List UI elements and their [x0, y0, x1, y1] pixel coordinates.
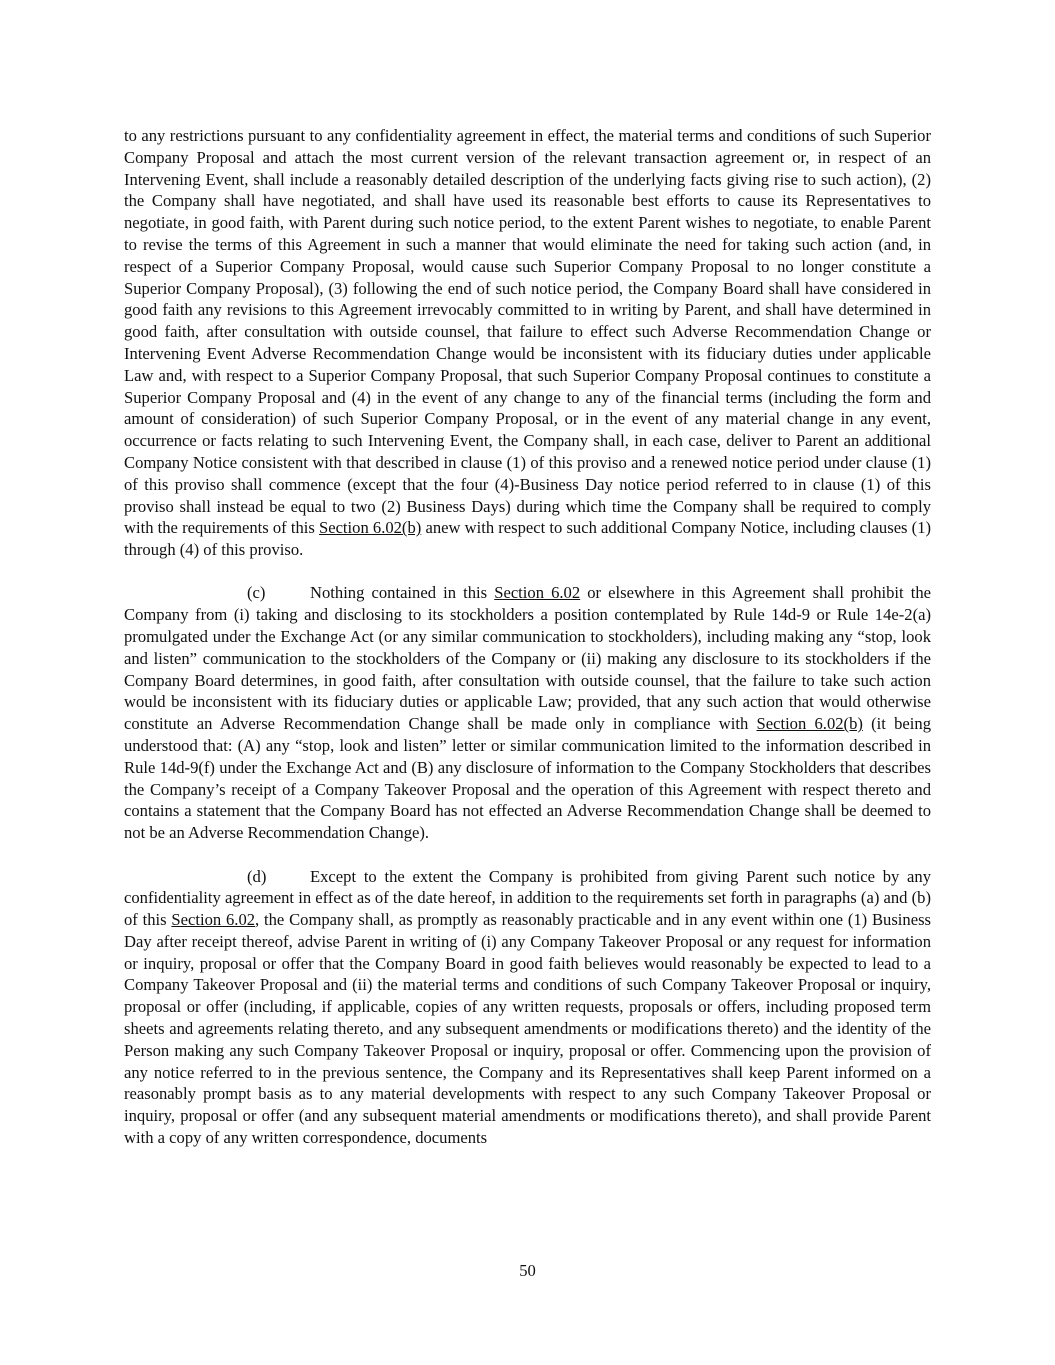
paragraph-text: Except to the extent the Company is prohibited from giving Parent such notice by any confidentiality agreement in effect as of the date hereof, in addition to the requirements set forth in paragraphs (a) and (b) of this — [124, 866, 931, 930]
paragraph-text: , the Company shall, as promptly as reasonably practicable and in any event within one (1) Business Day after receipt thereof, advise Parent in writing of (i) any Company Takeover Proposal or any request for information or inquiry, proposal or offer that the Company Board in good faith believes would reasonably be expected to lead to a Company Takeover Proposal and (ii) the material terms and conditions of such Company Takeover Proposal or inquiry, proposal or offer (including, if applicable, copies of any written requests, proposals or offers, including proposed term sheets and agreements relating thereto, and any subsequent amendments or modifications thereto) and the identity of the Person making any such Company Takeover Proposal or inquiry, proposal or offer. Commencing upon the provision of any notice referred to in the previous sentence, the Company and its Representatives shall keep Parent informed on a reasonably prompt basis as to any material developments with respect to any such Company Takeover Proposal or inquiry, proposal or offer (and any subsequent material amendments or modifications thereto), and shall provide Parent with a copy of any written correspondence, documents — [124, 910, 931, 1148]
section-reference: Section 6.02(b) — [756, 714, 863, 734]
paragraph-text: (it being understood that: (A) any “stop, look and listen” letter or similar communication limited to the information described in Rule 14d-9(f) under the Exchange Act and (B) any disclosure of information to the Company Stockholders that describes the Company’s receipt of a Company Takeover Proposal and the operation of this Agreement with respect thereto and contains a statement that the Company Board has not effected an Adverse Recommendation Change shall be deemed to not be an Adverse Recommendation Change). — [124, 714, 931, 843]
paragraph-label: (d) — [247, 866, 267, 886]
paragraph-text: or elsewhere in this Agreement shall prohibit the Company from (i) taking and disclosing to its stockholders a position contemplated by Rule 14d-9 or Rule 14e-2(a) promulgated under the Exchange Act (or any similar communication to stockholders), including making any “stop, look and listen” communication to the stockholders of the Company or (ii) making any disclosure to its stockholders if the Company Board determines, in good faith, after consultation with outside counsel, that the failure to take such action would be inconsistent with its fiduciary duties or applicable Law; provided, that any such action that would otherwise constitute an Adverse Recommendation Change shall be made only in compliance with — [124, 583, 931, 734]
section-reference: Section 6.02(b) — [318, 518, 422, 538]
paragraph-c — [124, 582, 931, 844]
paragraph-text: Nothing contained in this — [310, 583, 495, 603]
paragraph-label: (c) — [247, 583, 266, 603]
section-reference: Section 6.02 — [171, 910, 256, 930]
page-number: 50 — [519, 1261, 536, 1280]
paragraph-text: anew with respect to such additional Company Notice, including clauses (1) through (4) of this proviso. — [124, 518, 932, 560]
document-body — [124, 125, 931, 1170]
paragraph-d — [124, 866, 931, 1149]
paragraph-text: to any restrictions pursuant to any confidentiality agreement in effect, the material terms and conditions of such Superior Company Proposal and attach the most current version of the relevant transaction agreement or, in respect of an Intervening Event, shall include a reasonably detailed description of the underlying facts giving rise to such action), (2) the Company shall have negotiated, and shall have used its reasonable best efforts to cause its Representatives to negotiate, in good faith, with Parent during such notice period, to the extent Parent wishes to negotiate, to enable Parent to revise the terms of this Agreement in such a manner that would eliminate the need for taking such action (and, in respect of a Superior Company Proposal, would cause such Superior Company Proposal to no longer constitute a Superior Company Proposal), (3) following the end of such notice period, the Company Board shall have considered in good faith any revisions to this Agreement irrevocably committed to in writing by Parent, and shall have determined in good faith, after consultation with outside counsel, that failure to effect such Adverse Recommendation Change or Intervening Event Adverse Recommendation Change would be inconsistent with its fiduciary duties under applicable Law and, with respect to a Superior Company Proposal, that such Superior Company Proposal continues to constitute a Superior Company Proposal and (4) in the event of any change to any of the financial terms (including the form and amount of consideration) of such Superior Company Proposal, or in the event of any material change in any event, occurrence or facts relating to such Intervening Event, the Company shall, in each case, deliver to Parent an additional Company Notice consistent with that described in clause (1) of this proviso and a renewed notice period under clause (1) of this proviso shall commence (except that the four (4)-Business Day notice period referred to in clause (1) of this proviso shall instead be equal to two (2) Business Days) during which time the Company shall be required to comply with the requirements of this — [124, 126, 931, 538]
section-reference: Section 6.02 — [494, 583, 581, 603]
paragraph-b-continuation — [124, 125, 931, 561]
